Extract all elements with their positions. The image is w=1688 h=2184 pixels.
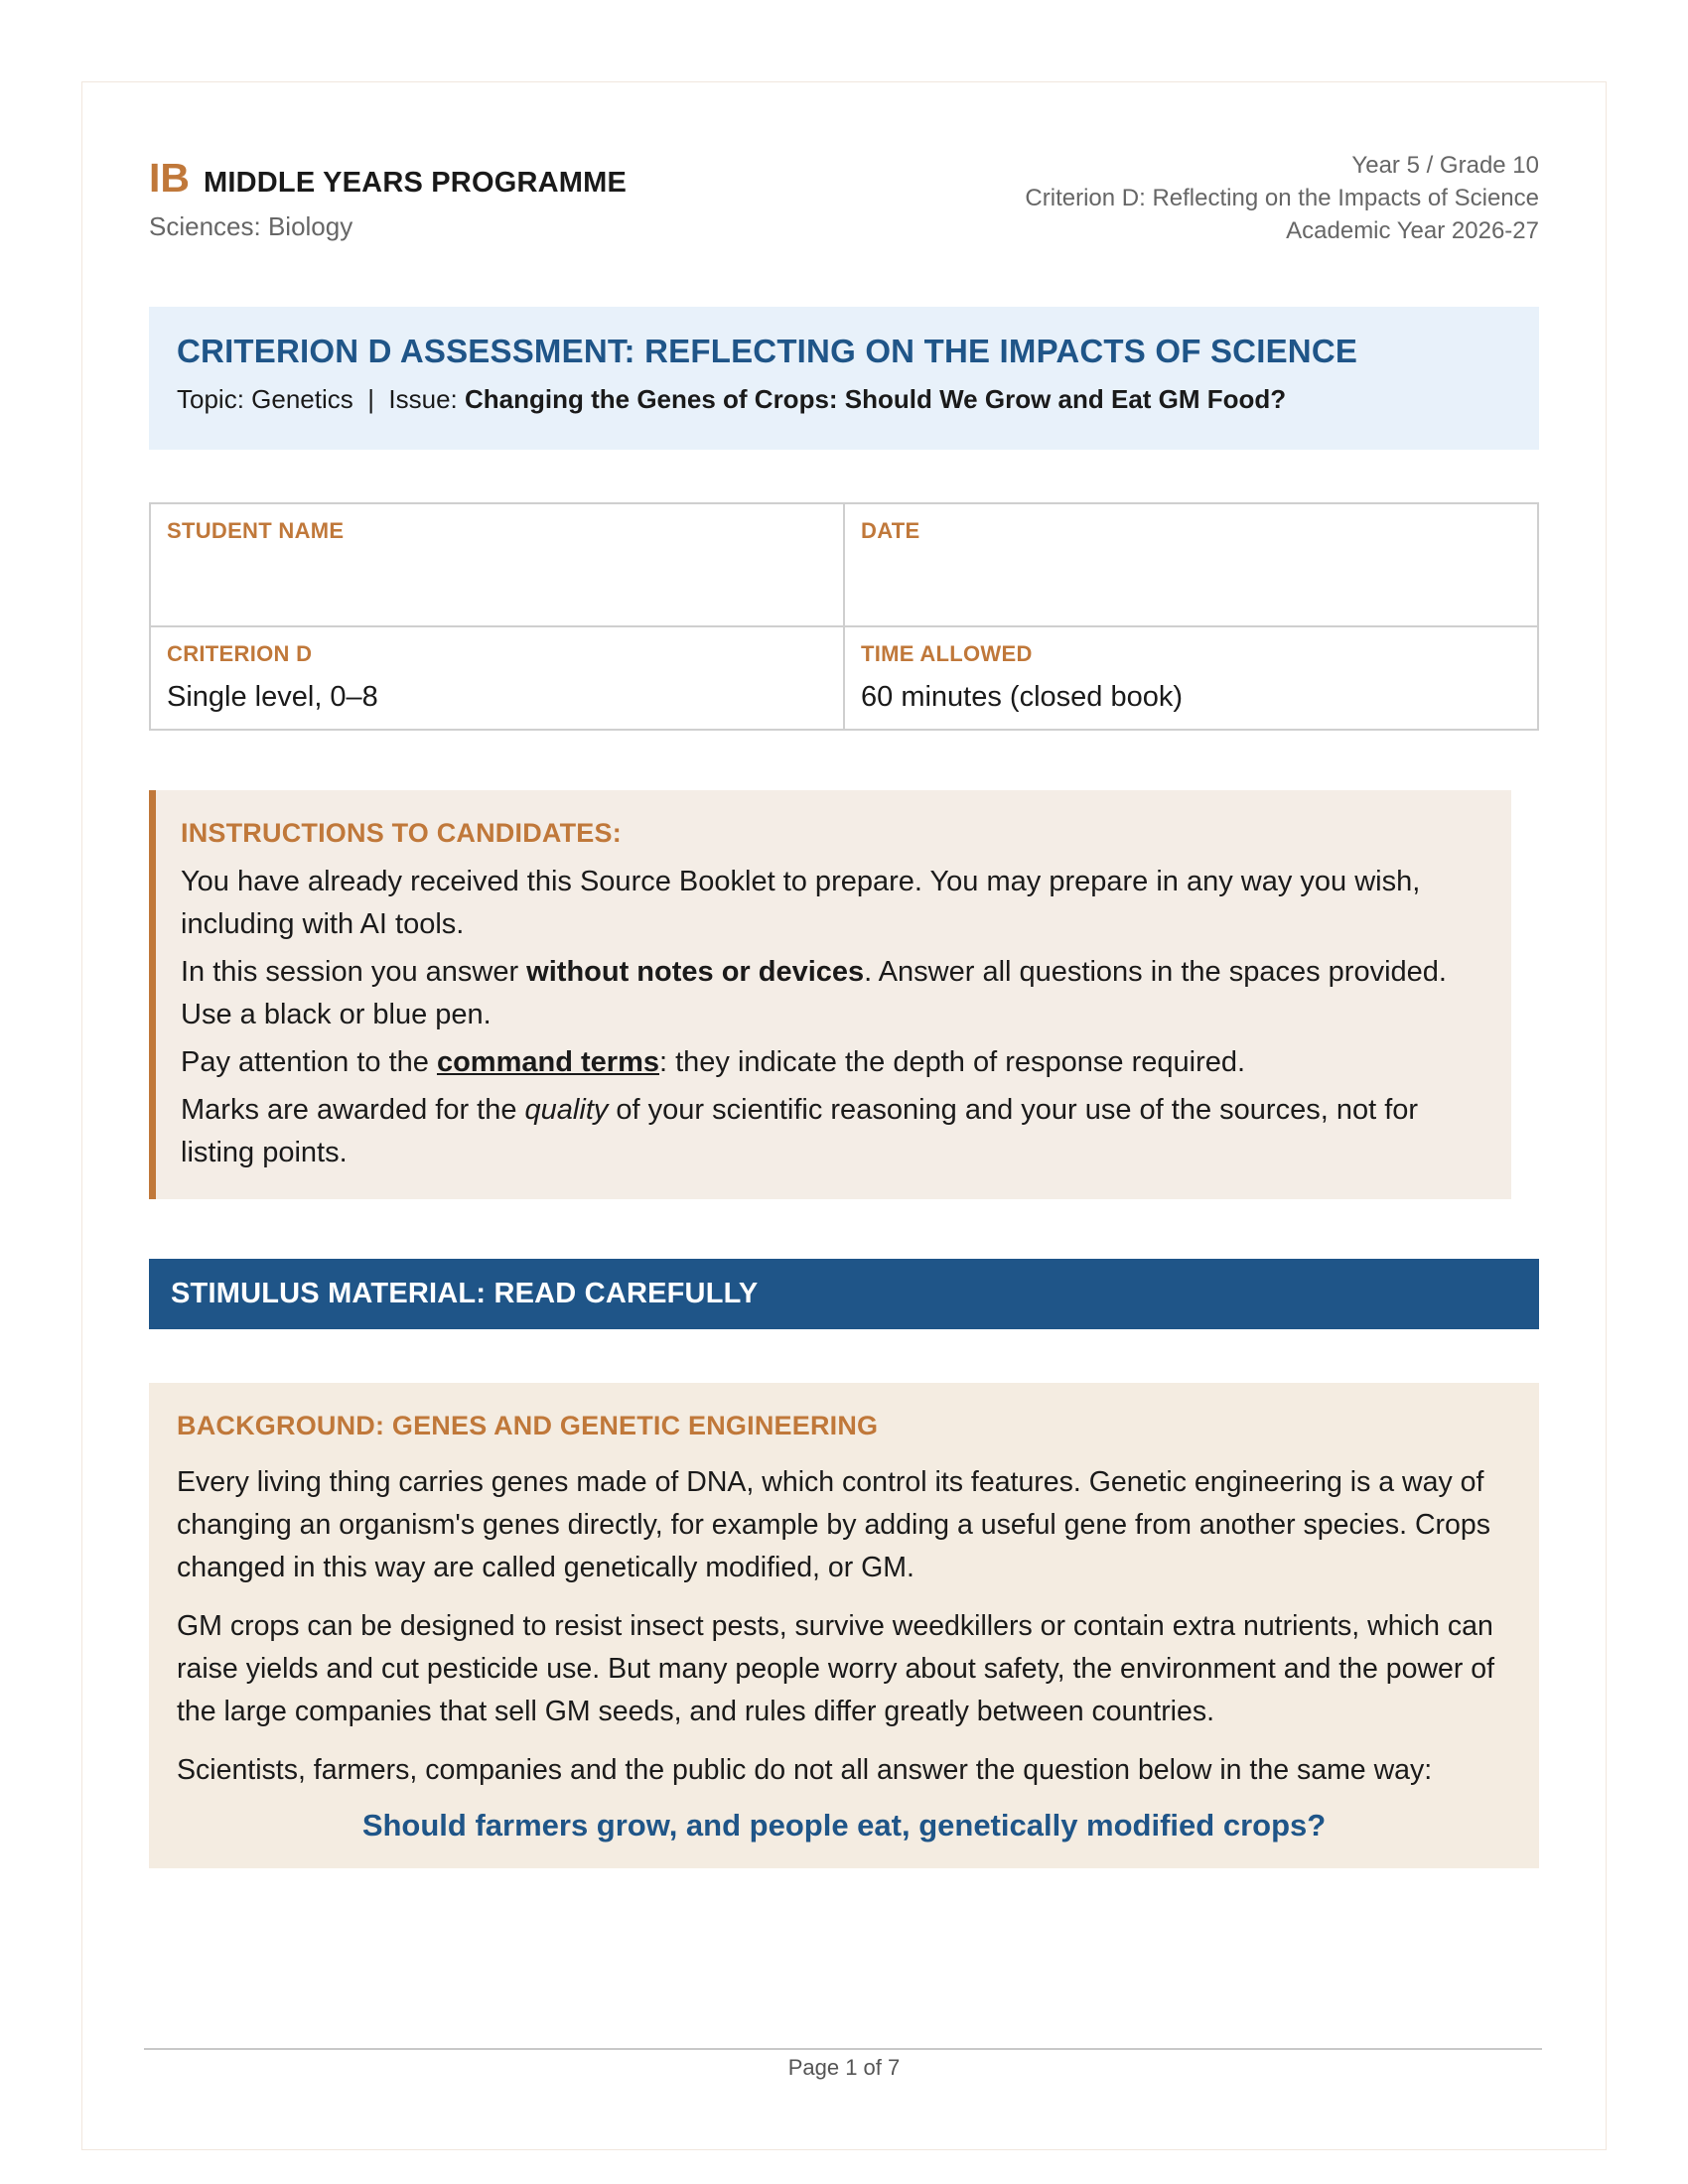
instruction-2	[181, 951, 1483, 1036]
background-box	[149, 1383, 1539, 1868]
instructions-box	[149, 790, 1511, 1199]
assessment-title: CRITERION D ASSESSMENT: REFLECTING ON THE IMPACTS OF SCIENCE	[177, 333, 1358, 369]
criterion-cell	[150, 626, 844, 730]
instruction-4	[181, 1089, 1483, 1174]
command-terms: command terms	[436, 1046, 659, 1078]
instruction-4-start: Marks are awarded for the	[181, 1094, 525, 1126]
topic-prefix: Topic: Genetics | Issue:	[177, 384, 465, 414]
header-left	[149, 149, 627, 242]
issue-title: Changing the Genes of Crops: Should We Grow and Eat GM Food?	[465, 384, 1287, 414]
footer-divider	[144, 2048, 1542, 2050]
page-content	[149, 149, 1539, 1868]
academic-year: Academic Year 2026-27	[1286, 217, 1539, 244]
key-question: Should farmers grow, and people eat, genetically modified crops?	[361, 1808, 1327, 1843]
programme-line	[149, 155, 627, 202]
criterion-value: Single level, 0–8	[167, 681, 378, 713]
student-name-cell[interactable]	[150, 503, 844, 626]
criterion-line: Criterion D: Reflecting on the Impacts of Science	[1025, 185, 1539, 211]
background-paragraph-2: GM crops can be designed to resist insect pests, survive weedkillers or contain extra nutrients, which can raise yields and cut pesticide use. But many people worry about safety, the environment and the power of the large companies that sell GM seeds, and rules differ greatly between countries.	[177, 1610, 1495, 1727]
header-right	[1025, 149, 1539, 247]
time-allowed-cell	[844, 626, 1538, 730]
instruction-3	[181, 1041, 1483, 1084]
instruction-2-start: In this session you answer	[181, 956, 527, 988]
criterion-label: CRITERION D	[167, 641, 313, 666]
background-paragraph-3: Scientists, farmers, companies and the public do not all answer the question below in the same way:	[177, 1754, 1433, 1786]
instruction-4-end: of your scientific reasoning and your use of the sources, not for listing points.	[181, 1094, 1419, 1168]
instruction-2-bold: without notes or devices	[526, 956, 865, 988]
assessment-title-box	[149, 307, 1539, 450]
background-paragraph-1: Every living thing carries genes made of DNA, which control its features. Genetic engineering is a way of changing an organism's genes directly, for example by adding a useful gene from another species. Crops changed in this way are called genetically modified, or GM.	[177, 1466, 1490, 1583]
instruction-3-end: : they indicate the depth of response required.	[658, 1046, 1246, 1078]
year-grade: Year 5 / Grade 10	[1351, 152, 1539, 179]
programme-name: MIDDLE YEARS PROGRAMME	[204, 167, 628, 199]
instruction-1: You have already received this Source Booklet to prepare. You may prepare in any way you wish, including with AI tools.	[181, 866, 1421, 940]
instruction-4-italic: quality	[524, 1094, 609, 1126]
student-info-table	[149, 502, 1539, 731]
instruction-3-start: Pay attention to the	[181, 1046, 437, 1078]
ib-logo: IB	[149, 155, 190, 201]
stimulus-heading-bar: STIMULUS MATERIAL: READ CAREFULLY	[149, 1259, 1539, 1329]
student-name-label: STUDENT NAME	[167, 518, 345, 543]
topic-line	[177, 384, 1511, 415]
instruction-2-end: . Answer all questions in the spaces provided. Use a black or blue pen.	[181, 956, 1447, 1030]
instructions-title: INSTRUCTIONS TO CANDIDATES:	[181, 818, 622, 848]
date-cell[interactable]	[844, 503, 1538, 626]
time-allowed-label: TIME ALLOWED	[861, 641, 1033, 666]
subject-label: Sciences: Biology	[149, 211, 353, 241]
time-allowed-value: 60 minutes (closed book)	[861, 681, 1183, 713]
page-number: Page 1 of 7	[787, 2055, 901, 2080]
date-label: DATE	[861, 518, 920, 543]
page-header	[149, 149, 1539, 258]
background-title: BACKGROUND: GENES AND GENETIC ENGINEERING	[177, 1411, 879, 1440]
